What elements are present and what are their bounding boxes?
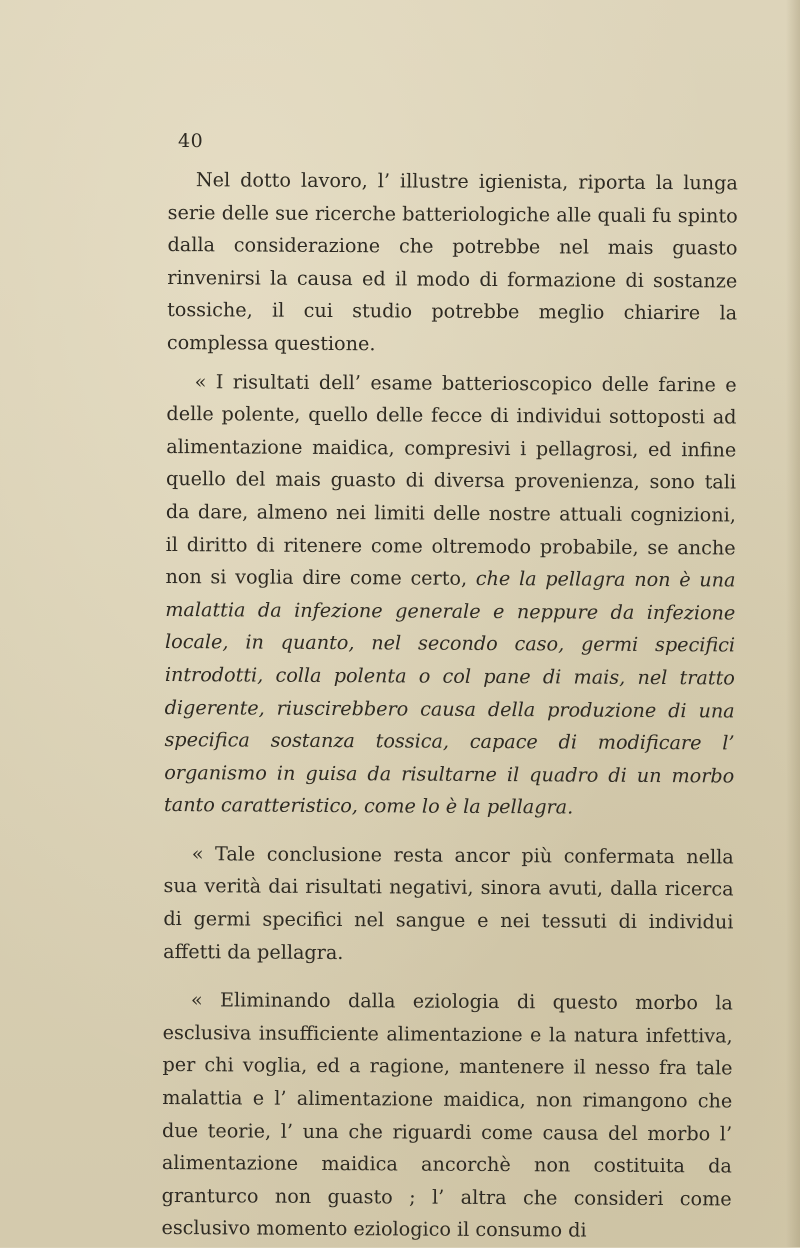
paragraph-4-quote [161,984,733,1248]
body-text [161,164,738,1248]
paragraph-2-quote [164,366,737,826]
paragraph-3-text: « Tale conclusione resta ancor più confermata nella sua verità dai risultati negativi, sinora avuti, dalla ricerca di germi specifici nel sangue e nei tessuti di individui affetti da pellagra. [163,842,734,964]
paragraph-1 [167,164,738,363]
paragraph-2-text: « I risultati dell’ esame batterioscopico delle farine e delle polente, quello delle fecce di individui sottoposti ad alimentazione maidica, compresivi i pellagrosi, ed infine quello del mais guasto di diversa provenienza, sono tali da dare, almeno nei limiti delle nostre attuali cognizioni, il diritto di ritenere come oltremodo probabile, se anche non si voglia dire come certo, [165,369,737,591]
page-edge-shadow [786,0,800,1247]
paragraph-3-quote [163,838,734,972]
paragraph-2-italic-text: che la pellagra non è una malattia da infezione generale e neppure da infezione locale, in quanto, nel secondo caso, germi specifici introdotti, colla polenta o col pane di mais, nel tratto digerente, riuscirebbero causa della produzione di una specifica sostanza tossica, capace di modificare l’ organismo in guisa da risultarne il quadro di un morbo tanto caratteristico, come lo è la pellagra. [164,567,736,819]
page-number: 40 [178,130,204,152]
paragraph-4-text: « Eliminando dalla eziologia di questo morbo la esclusiva insufficiente alimentazione e la natura infettiva, per chi voglia, ed a ragione, mantenere il nesso fra tale malattia e l’ alimentazione maidica, non rimangono che due teorie, l’ una che riguardi come causa del morbo l’ alimentazione maidica ancorchè non costituita da granturco non guasto ; l’ altra che consideri come esclusivo momento eziologico il consumo di [161,988,733,1242]
paragraph-1-text: Nel dotto lavoro, l’ illustre igienista, riporta la lunga serie delle sue ricerche batteriologiche alle quali fu spinto dalla considerazione che potrebbe nel mais guasto rinvenirsi la causa ed il modo di formazione di sostanze tossiche, il cui studio potrebbe meglio chiarire la complessa questione. [166,168,738,356]
